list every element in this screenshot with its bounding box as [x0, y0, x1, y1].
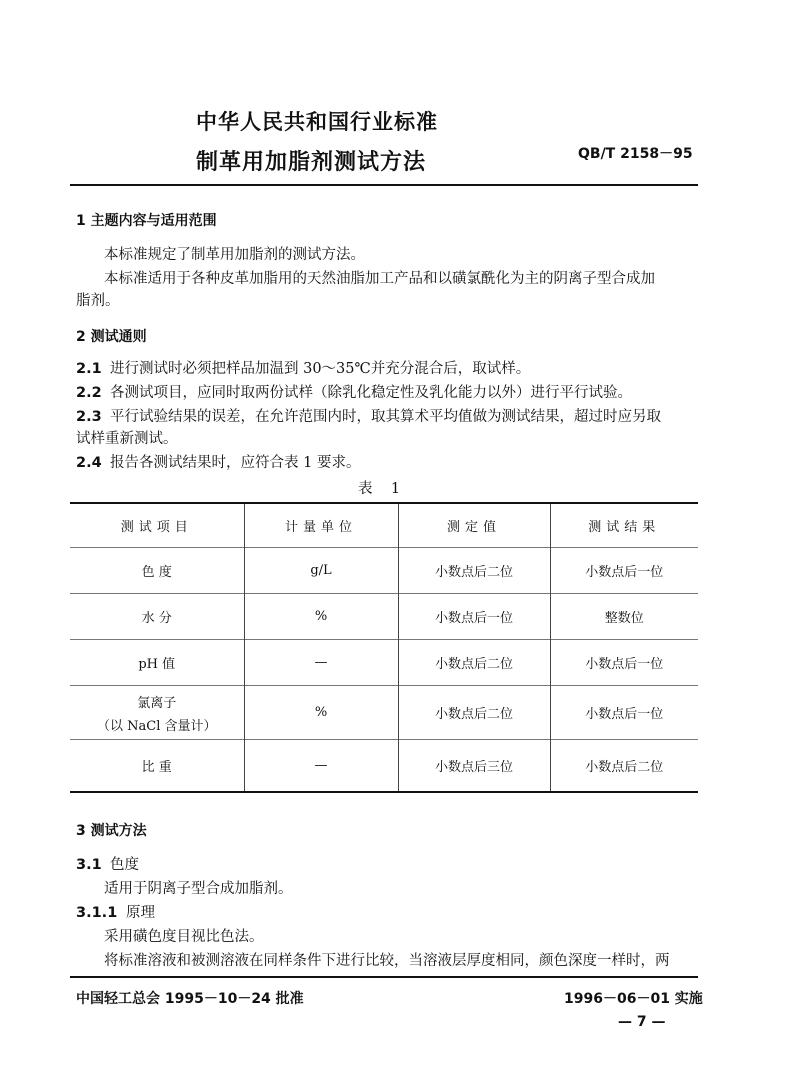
clause-title: 色度 — [110, 857, 139, 873]
cell-item: 水 分 — [141, 611, 172, 626]
cell-value: 小数点后二位 — [398, 686, 550, 740]
clause-2-4 — [76, 452, 360, 474]
table-header-row — [70, 503, 698, 548]
cell-unit: g/L — [244, 548, 398, 594]
cell-item-main: 氯离子 — [137, 695, 177, 711]
clause-number: 3.1 — [76, 857, 102, 873]
clause-title: 原理 — [126, 905, 155, 921]
clause-3-1-text: 适用于阴离子型合成加脂剂。 — [104, 881, 293, 897]
cell-unit: % — [244, 594, 398, 640]
table-1 — [70, 502, 698, 793]
table-caption: 表 1 — [358, 481, 401, 497]
document-title: 制革用加脂剂测试方法 — [196, 150, 427, 175]
clause-2-1 — [76, 358, 530, 380]
section-1-heading: 1 主题内容与适用范围 — [76, 213, 217, 229]
clause-2-3-cont: 试样重新测试。 — [76, 431, 178, 447]
page-number: — 7 — — [618, 1014, 666, 1030]
table-row — [70, 686, 698, 740]
section-1-paragraph-1: 本标准规定了制革用加脂剂的测试方法。 — [104, 247, 365, 263]
clause-3-1-1-text-2: 将标准溶液和被测溶液在同样条件下进行比较，当溶液层厚度相同，颜色深度一样时，两 — [104, 953, 670, 969]
issuing-authority: 中华人民共和国行业标准 — [196, 110, 438, 134]
section-3-heading: 3 测试方法 — [76, 823, 147, 839]
table-row — [70, 594, 698, 640]
cell-item — [70, 686, 244, 740]
clause-number: 2.3 — [76, 409, 102, 425]
cell-value: 小数点后二位 — [398, 640, 550, 686]
clause-number: 2.1 — [76, 361, 102, 377]
cell-item: 比 重 — [141, 759, 172, 775]
table-row — [70, 548, 698, 594]
clause-number: 2.4 — [76, 455, 102, 471]
cell-item-note: （以 NaCl 含量计） — [97, 718, 217, 734]
header-rule — [70, 184, 698, 186]
cell-result: 小数点后一位 — [550, 686, 698, 740]
clause-2-3 — [76, 406, 661, 428]
clause-3-1 — [76, 854, 139, 876]
clause-3-1-1 — [76, 902, 155, 924]
clause-number: 2.2 — [76, 385, 102, 401]
clause-3-1-1-text-1: 采用磺色度目视比色法。 — [104, 929, 264, 945]
cell-value: 小数点后二位 — [398, 548, 550, 594]
cell-item: pH 值 — [138, 657, 176, 672]
clause-number: 3.1.1 — [76, 905, 118, 921]
cell-result: 整数位 — [550, 594, 698, 640]
standard-code: QB/T 2158－95 — [578, 146, 693, 162]
section-2-heading: 2 测试通则 — [76, 329, 147, 345]
cell-result: 小数点后一位 — [550, 640, 698, 686]
column-header: 测试结果 — [550, 503, 698, 548]
effective-date: 1996－06－01 实施 — [564, 991, 703, 1007]
cell-result: 小数点后二位 — [550, 740, 698, 792]
cell-unit: % — [244, 686, 398, 740]
cell-unit: — — [244, 640, 398, 686]
approval-date: 中国轻工总会 1995－10－24 批准 — [76, 991, 304, 1007]
clause-text: 报告各测试结果时，应符合表 1 要求。 — [110, 455, 361, 471]
section-1-paragraph-2: 本标准适用于各种皮革加脂用的天然油脂加工产品和以磺氯酰化为主的阴离子型合成加 — [104, 271, 655, 287]
clause-text: 进行测试时必须把样品加温到 30～35℃并充分混合后，取试样。 — [110, 361, 531, 377]
column-header: 计量单位 — [244, 503, 398, 548]
table-row — [70, 740, 698, 792]
table-row — [70, 640, 698, 686]
clause-text: 平行试验结果的误差，在允许范围内时，取其算术平均值做为测试结果，超过时应另取 — [110, 409, 661, 425]
column-header: 测定值 — [398, 503, 550, 548]
clause-2-2 — [76, 382, 632, 404]
cell-unit: — — [244, 740, 398, 792]
cell-result: 小数点后一位 — [550, 548, 698, 594]
cell-item: 色 度 — [141, 565, 172, 580]
cell-value: 小数点后三位 — [398, 740, 550, 792]
section-1-paragraph-2-cont: 脂剂。 — [76, 293, 120, 309]
column-header: 测试项目 — [70, 503, 244, 548]
footer-rule — [70, 976, 698, 978]
clause-text: 各测试项目，应同时取两份试样（除乳化稳定性及乳化能力以外）进行平行试验。 — [110, 385, 632, 401]
cell-value: 小数点后一位 — [398, 594, 550, 640]
